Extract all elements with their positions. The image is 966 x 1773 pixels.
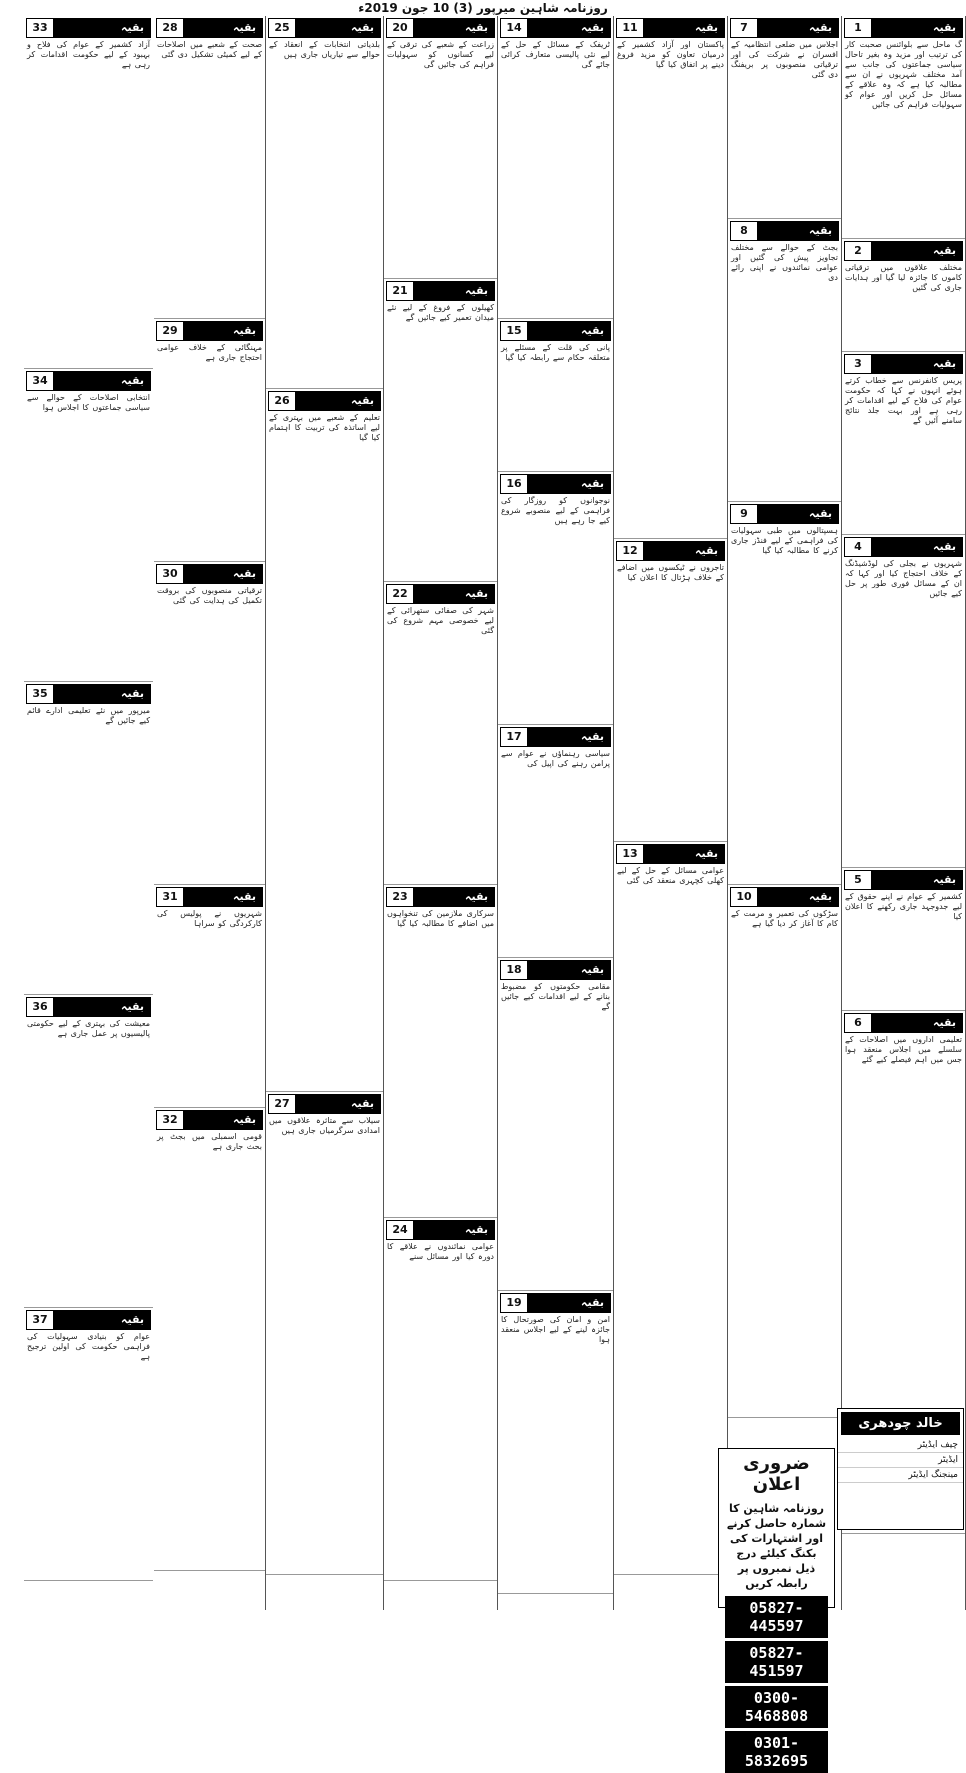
tag-text: بقیہ xyxy=(53,1311,150,1329)
news-item xyxy=(24,18,153,369)
news-item xyxy=(154,887,265,1108)
item-text: شہریوں نے پولیس کی کارکردگی کو سراہا xyxy=(157,909,262,928)
tag-text: بقیہ xyxy=(643,19,724,37)
item-number: 20 xyxy=(387,19,413,37)
item-number: 14 xyxy=(501,19,527,37)
item-text: تاجروں نے ٹیکسوں میں اضافے کے خلاف ہڑتال کا اعلان کیا xyxy=(617,563,724,582)
tag-text: بقیہ xyxy=(527,19,610,37)
editor-label: ایڈیٹر xyxy=(838,1453,963,1468)
tag-text: بقیہ xyxy=(527,961,610,979)
item-label xyxy=(156,1110,263,1130)
tag-text: بقیہ xyxy=(871,871,962,889)
managing-editor-label: مینجنگ ایڈیٹر xyxy=(838,1468,963,1483)
tag-text: بقیہ xyxy=(413,585,494,603)
notice-phone: 05827-451597 xyxy=(725,1641,828,1683)
item-text: ترقیاتی منصوبوں کی بروقت تکمیل کی ہدایت کی گئی xyxy=(157,586,262,605)
item-label xyxy=(156,564,263,584)
tag-text: بقیہ xyxy=(413,888,494,906)
item-label xyxy=(26,18,151,38)
news-item xyxy=(154,1110,265,1571)
item-text: عوام کو بنیادی سہولیات کی فراہمی حکومت کی اولین ترجیح ہے xyxy=(27,1332,150,1361)
item-label xyxy=(268,391,381,411)
news-item xyxy=(498,1293,613,1594)
item-number: 33 xyxy=(27,19,53,37)
item-number: 3 xyxy=(845,355,871,373)
item-number: 5 xyxy=(845,871,871,889)
column xyxy=(154,16,266,1610)
news-item xyxy=(614,844,727,1575)
notice-phone: 0301-5832695 xyxy=(725,1731,828,1773)
column xyxy=(384,16,498,1610)
news-item xyxy=(842,354,965,535)
item-label xyxy=(26,371,151,391)
tag-text: بقیہ xyxy=(53,19,150,37)
item-label xyxy=(844,241,963,261)
item-label xyxy=(386,281,495,301)
tag-text: بقیہ xyxy=(527,475,610,493)
item-label xyxy=(500,474,611,494)
column xyxy=(614,16,728,1610)
item-text: امن و امان کی صورتحال کا جائزہ لینے کے لیے اجلاس منعقد ہوا xyxy=(501,1315,610,1344)
item-number: 27 xyxy=(269,1095,295,1113)
item-number: 37 xyxy=(27,1311,53,1329)
item-label xyxy=(500,727,611,747)
item-number: 35 xyxy=(27,685,53,703)
tag-text: بقیہ xyxy=(643,845,724,863)
item-number: 21 xyxy=(387,282,413,300)
item-number: 32 xyxy=(157,1111,183,1129)
item-text: تعلیم کے شعبے میں بہتری کے لیے اساتذہ کی تربیت کا اہتمام کیا گیا xyxy=(269,413,380,442)
item-label xyxy=(500,960,611,980)
item-label xyxy=(268,18,381,38)
item-text: سڑکوں کی تعمیر و مرمت کے کام کا آغاز کر دیا گیا ہے xyxy=(731,909,838,928)
item-text: کشمیر کے عوام نے اپنے حقوق کے لیے جدوجہد جاری رکھنے کا اعلان کیا xyxy=(845,892,962,921)
tag-text: بقیہ xyxy=(295,19,380,37)
item-number: 36 xyxy=(27,998,53,1016)
news-item xyxy=(728,504,841,885)
news-item xyxy=(842,18,965,239)
item-label xyxy=(844,18,963,38)
news-item xyxy=(24,1310,153,1581)
news-item xyxy=(384,887,497,1218)
column xyxy=(842,16,966,1610)
item-number: 13 xyxy=(617,845,643,863)
tag-text: بقیہ xyxy=(413,282,494,300)
news-item xyxy=(842,870,965,1011)
news-item xyxy=(24,371,153,682)
item-text: عوامی نمائندوں نے علاقے کا دورہ کیا اور مسائل سنے xyxy=(387,1242,494,1261)
item-number: 6 xyxy=(845,1014,871,1032)
item-number: 17 xyxy=(501,728,527,746)
item-label xyxy=(26,684,151,704)
tag-text: بقیہ xyxy=(183,888,262,906)
news-item xyxy=(266,391,383,1092)
news-item xyxy=(266,1094,383,1575)
item-text: پانی کی قلت کے مسئلے پر متعلقہ حکام سے رابطہ کیا گیا xyxy=(501,343,610,362)
item-label xyxy=(156,18,263,38)
tag-text: بقیہ xyxy=(183,565,262,583)
item-text: پریس کانفرنس سے خطاب کرتے ہوئے انہوں نے کہا کہ حکومت عوام کی فلاح کے لیے اقدامات کر رہی ہے اور بہت جلد نتائج سامنے آئیں گے xyxy=(845,376,962,425)
item-text: بجٹ کے حوالے سے مختلف تجاویز پیش کی گئیں اور عوامی نمائندوں نے اپنی رائے دی xyxy=(731,243,838,282)
item-text: ہسپتالوں میں طبی سہولیات کی فراہمی کے لیے فنڈز جاری کرنے کا مطالبہ کیا گیا xyxy=(731,526,838,555)
item-text: سیلاب سے متاثرہ علاقوں میں امدادی سرگرمیاں جاری ہیں xyxy=(269,1116,380,1135)
item-text: صحت کے شعبے میں اصلاحات کے لیے کمیٹی تشکیل دی گئی xyxy=(157,40,262,59)
item-number: 2 xyxy=(845,242,871,260)
item-text: مختلف علاقوں میں ترقیاتی کاموں کا جائزہ لیا گیا اور ہدایات جاری کی گئیں xyxy=(845,263,962,292)
item-text: سرکاری ملازمین کی تنخواہوں میں اضافے کا مطالبہ کیا گیا xyxy=(387,909,494,928)
column xyxy=(728,16,842,1610)
tag-text: بقیہ xyxy=(295,392,380,410)
item-number: 11 xyxy=(617,19,643,37)
tag-text: بقیہ xyxy=(295,1095,380,1113)
news-item xyxy=(498,474,613,725)
tag-text: بقیہ xyxy=(757,505,838,523)
item-label xyxy=(26,1310,151,1330)
item-text: معیشت کی بہتری کے لیے حکومتی پالیسیوں پر عمل جاری ہے xyxy=(27,1019,150,1038)
item-label xyxy=(386,1220,495,1240)
column xyxy=(498,16,614,1610)
tag-text: بقیہ xyxy=(183,1111,262,1129)
item-label xyxy=(386,887,495,907)
tag-text: بقیہ xyxy=(643,542,724,560)
tag-text: بقیہ xyxy=(757,888,838,906)
item-text: عوامی مسائل کے حل کے لیے کھلی کچہری منعقد کی گئی xyxy=(617,866,724,885)
item-label xyxy=(844,1013,963,1033)
item-label xyxy=(156,887,263,907)
tag-text: بقیہ xyxy=(53,372,150,390)
news-item xyxy=(384,281,497,582)
notice-title: ضروری اعلان xyxy=(743,1453,810,1495)
item-text: ٹریفک کے مسائل کے حل کے لیے نئی پالیسی متعارف کرائی جائے گی xyxy=(501,40,610,69)
news-item xyxy=(842,537,965,868)
tag-text: بقیہ xyxy=(527,1294,610,1312)
item-label xyxy=(730,18,839,38)
tag-text: بقیہ xyxy=(871,355,962,373)
item-label xyxy=(730,504,839,524)
item-label xyxy=(844,537,963,557)
item-text: پاکستان اور آزاد کشمیر کے درمیان تعاون کو مزید فروغ دینے پر اتفاق کیا گیا xyxy=(617,40,724,69)
news-item xyxy=(498,960,613,1291)
item-number: 10 xyxy=(731,888,757,906)
news-item xyxy=(498,321,613,472)
item-number: 24 xyxy=(387,1221,413,1239)
item-text: کھیلوں کے فروغ کے لیے نئے میدان تعمیر کیے جائیں گے xyxy=(387,303,494,322)
item-number: 26 xyxy=(269,392,295,410)
tag-text: بقیہ xyxy=(871,538,962,556)
item-number: 31 xyxy=(157,888,183,906)
item-number: 15 xyxy=(501,322,527,340)
news-item xyxy=(614,18,727,539)
item-label xyxy=(500,1293,611,1313)
item-number: 34 xyxy=(27,372,53,390)
item-number: 9 xyxy=(731,505,757,523)
important-notice xyxy=(718,1448,835,1770)
item-label xyxy=(268,1094,381,1114)
news-item xyxy=(24,997,153,1308)
news-item xyxy=(728,221,841,502)
item-label xyxy=(386,18,495,38)
item-number: 12 xyxy=(617,542,643,560)
item-text: بلدیاتی انتخابات کے انعقاد کے حوالے سے تیاریاں جاری ہیں xyxy=(269,40,380,59)
news-item xyxy=(154,18,265,319)
item-label xyxy=(730,221,839,241)
item-label xyxy=(156,321,263,341)
masthead: روزنامہ شاہین میرپور (3) 10 جون 2019ء xyxy=(358,1,608,15)
item-number: 22 xyxy=(387,585,413,603)
item-text: مقامی حکومتوں کو مضبوط بنانے کے لیے اقدامات کیے جائیں گے xyxy=(501,982,610,1011)
news-item xyxy=(24,684,153,995)
item-number: 23 xyxy=(387,888,413,906)
tag-text: بقیہ xyxy=(871,1014,962,1032)
item-number: 29 xyxy=(157,322,183,340)
news-item xyxy=(842,241,965,352)
tag-text: بقیہ xyxy=(757,222,838,240)
item-number: 18 xyxy=(501,961,527,979)
tag-text: بقیہ xyxy=(183,322,262,340)
news-item xyxy=(384,1220,497,1581)
item-label xyxy=(386,584,495,604)
news-item xyxy=(384,584,497,885)
item-number: 1 xyxy=(845,19,871,37)
item-text: آزاد کشمیر کے عوام کی فلاح و بہبود کے لیے حکومت اقدامات کر رہی ہے xyxy=(27,40,150,69)
news-item xyxy=(728,887,841,1418)
item-text: زراعت کے شعبے کی ترقی کے لیے کسانوں کو سہولیات فراہم کی جائیں گی xyxy=(387,40,494,69)
item-number: 25 xyxy=(269,19,295,37)
news-item xyxy=(384,18,497,279)
tag-text: بقیہ xyxy=(183,19,262,37)
imprint-box xyxy=(837,1408,964,1530)
chief-editor: خالد چودھری xyxy=(841,1412,960,1435)
item-text: شہر کی صفائی ستھرائی کے لیے خصوصی مہم شروع کی گئی xyxy=(387,606,494,635)
news-item xyxy=(498,727,613,958)
news-item xyxy=(498,18,613,319)
item-text: قومی اسمبلی میں بجٹ پر بحث جاری ہے xyxy=(157,1132,262,1151)
notice-phone: 05827-445597 xyxy=(725,1596,828,1638)
item-text: انتخابی اصلاحات کے حوالے سے سیاسی جماعتوں کا اجلاس ہوا xyxy=(27,393,150,412)
item-label xyxy=(844,354,963,374)
item-label xyxy=(730,887,839,907)
item-label xyxy=(500,18,611,38)
item-label xyxy=(844,870,963,890)
notice-body: روزنامہ شاہین کا شمارہ حاصل کرنے اور اشتہارات کی بکنگ کیلئے درج ذیل نمبروں پر رابطہ کریں xyxy=(726,1502,827,1590)
item-label xyxy=(26,997,151,1017)
item-number: 8 xyxy=(731,222,757,240)
item-text: مہنگائی کے خلاف عوامی احتجاج جاری ہے xyxy=(157,343,262,362)
item-label xyxy=(500,321,611,341)
item-number: 28 xyxy=(157,19,183,37)
item-text: سیاسی رہنماؤں نے عوام سے پرامن رہنے کی اپیل کی xyxy=(501,749,610,768)
item-text: شہریوں نے بجلی کی لوڈشیڈنگ کے خلاف احتجاج کیا اور کہا کہ ان کے مسائل فوری طور پر حل کیے جائیں xyxy=(845,559,962,598)
item-number: 16 xyxy=(501,475,527,493)
tag-text: بقیہ xyxy=(53,998,150,1016)
tag-text: بقیہ xyxy=(871,242,962,260)
news-item xyxy=(728,18,841,219)
tag-text: بقیہ xyxy=(413,1221,494,1239)
news-item xyxy=(154,321,265,562)
news-item xyxy=(614,541,727,842)
item-text: تعلیمی اداروں میں اصلاحات کے سلسلے میں اجلاس منعقد ہوا جس میں اہم فیصلے کیے گئے xyxy=(845,1035,962,1064)
tag-text: بقیہ xyxy=(871,19,962,37)
item-text: گ ماحل سے بلوائنس صحبت کار کی ترتیب اور مزید وہ بغیر تاحال سیاسی جماعتوں کی جانب سے آمد مختلف شہریوں نے ان سے مطالبہ کیا ہے کہ وہ علاقے کے مسائل حل کریں اور عوام کو سہولیات فراہم کی جائیں xyxy=(845,40,962,109)
tag-text: بقیہ xyxy=(53,685,150,703)
item-number: 30 xyxy=(157,565,183,583)
item-label xyxy=(616,541,725,561)
item-number: 19 xyxy=(501,1294,527,1312)
item-text: میرپور میں نئے تعلیمی ادارے قائم کیے جائیں گے xyxy=(27,706,150,725)
item-label xyxy=(616,844,725,864)
item-text: اجلاس میں ضلعی انتظامیہ کے افسران نے شرکت کی اور ترقیاتی منصوبوں پر بریفنگ دی گئی xyxy=(731,40,838,79)
item-text: نوجوانوں کو روزگار کی فراہمی کے لیے منصوبے شروع کیے جا رہے ہیں xyxy=(501,496,610,525)
item-number: 7 xyxy=(731,19,757,37)
news-item xyxy=(154,564,265,885)
tag-text: بقیہ xyxy=(527,322,610,340)
notice-phone: 0300-5468808 xyxy=(725,1686,828,1728)
tag-text: بقیہ xyxy=(757,19,838,37)
tag-text: بقیہ xyxy=(413,19,494,37)
tag-text: بقیہ xyxy=(527,728,610,746)
column xyxy=(266,16,384,1610)
chief-editor-label: چیف ایڈیٹر xyxy=(838,1438,963,1453)
item-label xyxy=(616,18,725,38)
news-item xyxy=(266,18,383,389)
column xyxy=(24,16,153,1610)
item-number: 4 xyxy=(845,538,871,556)
